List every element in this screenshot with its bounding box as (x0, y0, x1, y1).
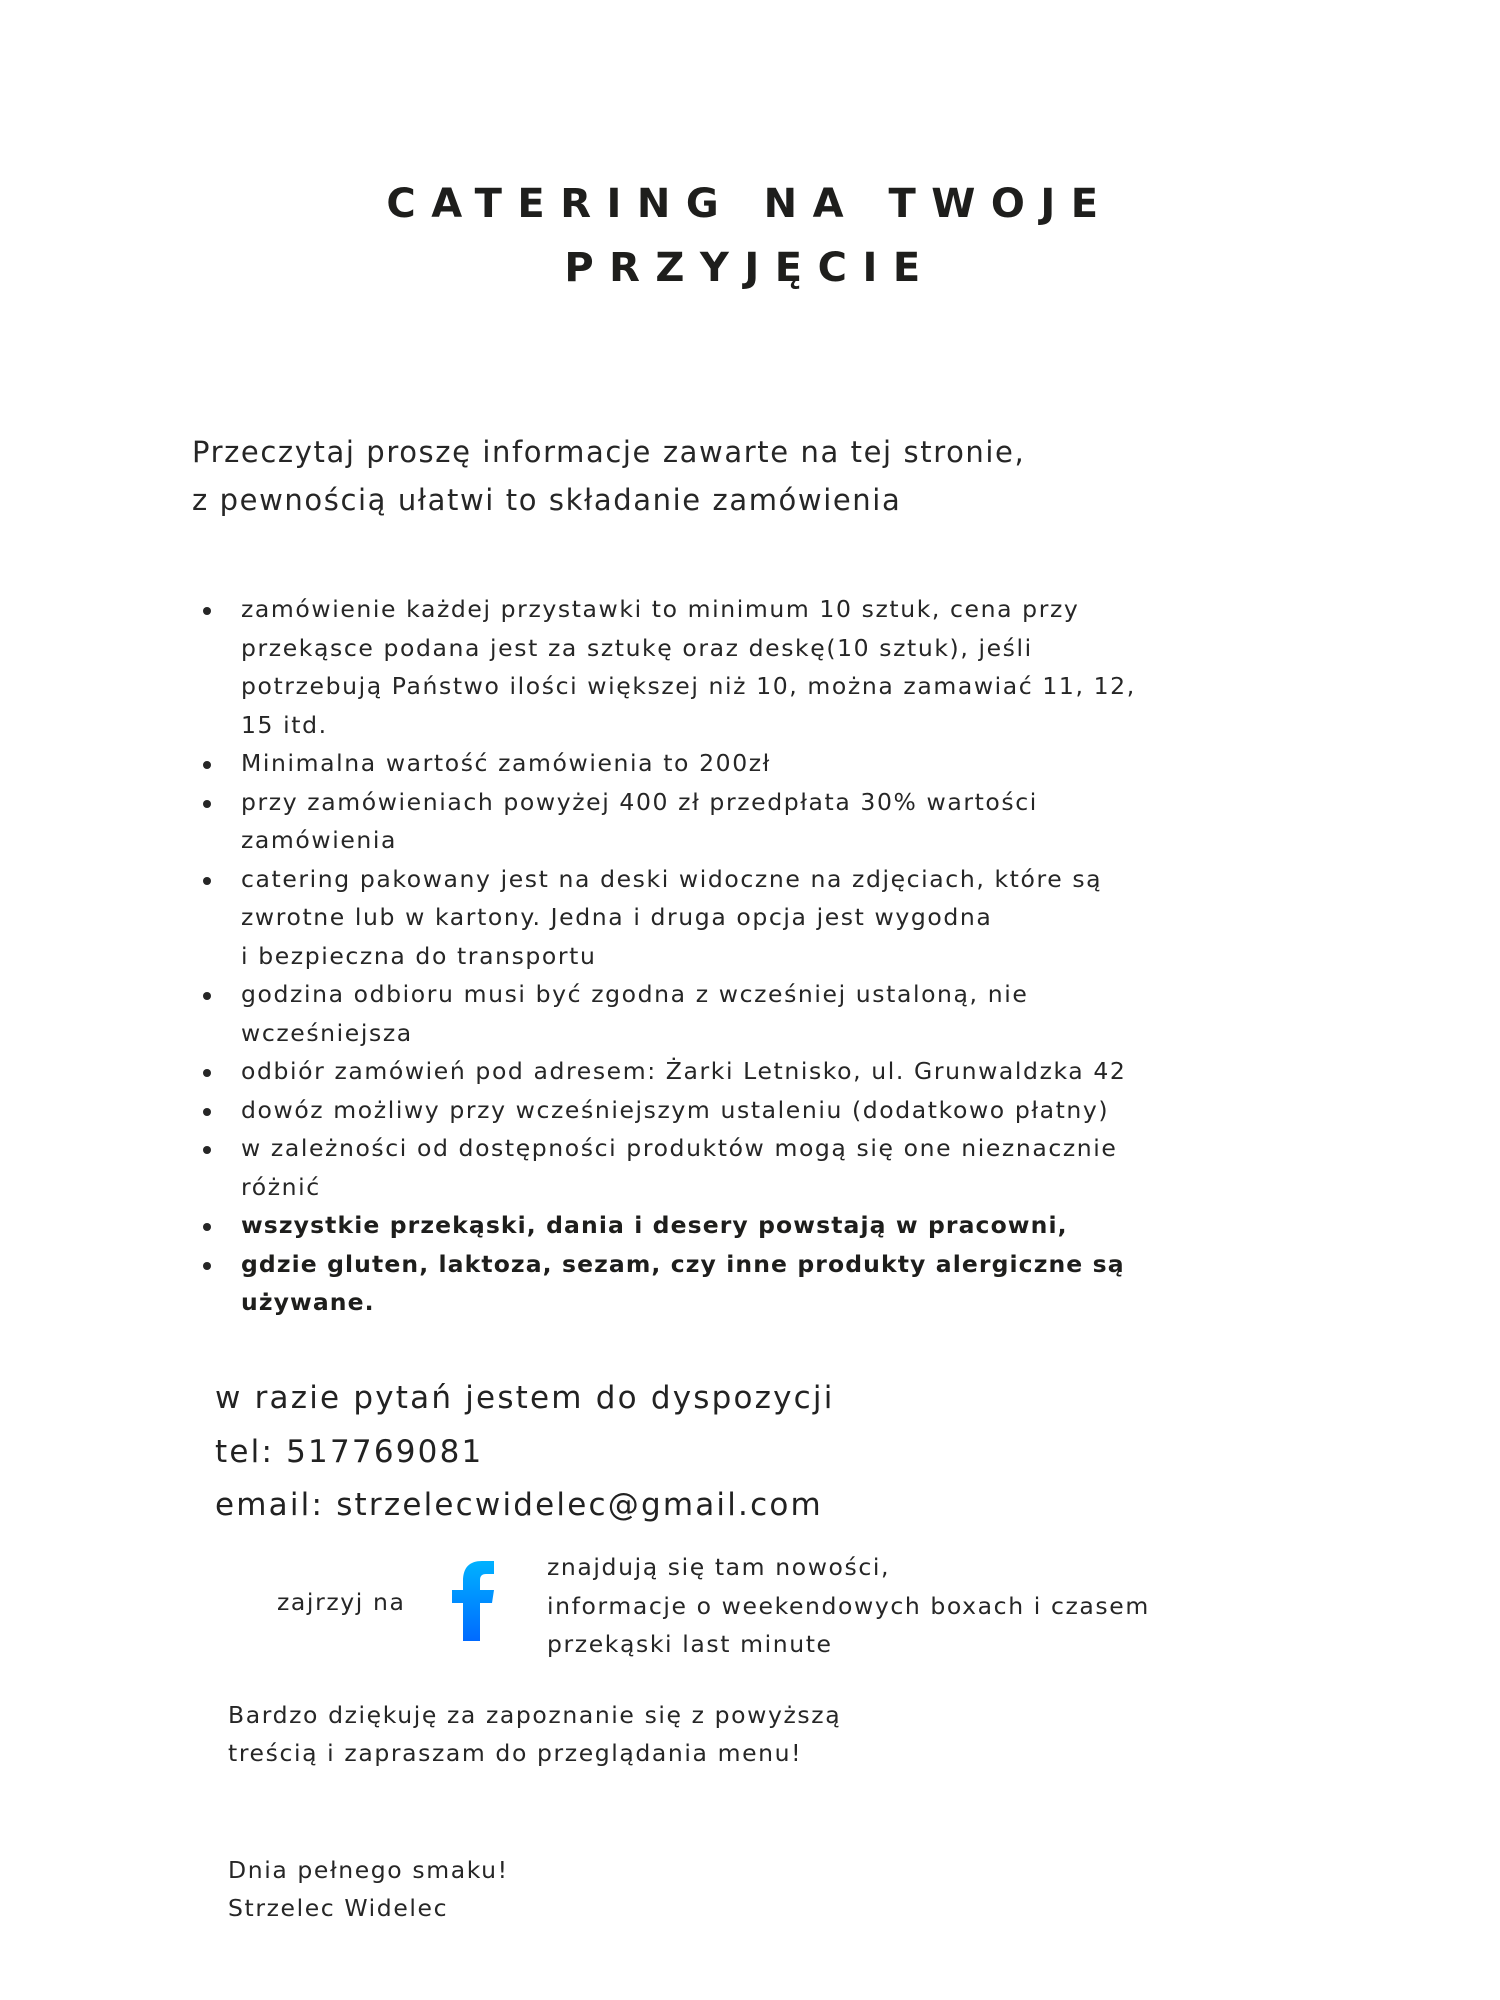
bullet-item-line: w zależności od dostępności produktów mogą się one nieznacznie (241, 1134, 1118, 1162)
contact-intro: w razie pytań jestem do dyspozycji (215, 1380, 835, 1416)
signature-greeting: Dnia pełnego smaku! (228, 1856, 509, 1884)
bullet-item-line: Minimalna wartość zamówienia to 200zł (241, 749, 771, 777)
bullet-dot-icon (203, 800, 211, 808)
facebook-text-line-1: znajdują się tam nowości, (547, 1553, 891, 1581)
intro-line-2: z pewnością ułatwi to składanie zamówienia (192, 483, 902, 517)
bullet-item-line: przy zamówieniach powyżej 400 zł przedpłata 30% wartości (241, 787, 1038, 816)
signature-name: Strzelec Widelec (228, 1894, 449, 1922)
bullet-item-line: zwrotne lub w kartony. Jedna i druga opcja jest wygodna (241, 903, 993, 931)
bullet-item-line: używane. (241, 1288, 375, 1316)
contact-phone[interactable]: tel: 517769081 (215, 1434, 484, 1470)
closing-line-2: treścią i zapraszam do przeglądania menu! (228, 1739, 803, 1767)
bullet-item-line: catering pakowany jest na deski widoczne na zdjęciach, które są (241, 864, 1103, 893)
facebook-text-line-2: informacje o weekendowych boxach i czasem (547, 1592, 1150, 1620)
bullet-dot-icon (203, 1262, 211, 1270)
bullet-item-line: przekąsce podana jest za sztukę oraz deskę(10 sztuk), jeśli (241, 633, 1033, 662)
bullet-dot-icon (203, 607, 211, 615)
bullet-item-line: 15 itd. (241, 710, 328, 739)
bullet-item-line: gdzie gluten, laktoza, sezam, czy inne produkty alergiczne są (241, 1249, 1125, 1278)
facebook-text-line-3: przekąski last minute (547, 1630, 833, 1658)
bullet-item-line: zamówienia (241, 826, 398, 854)
facebook-label: zajrzyj na (277, 1588, 406, 1616)
bullet-dot-icon (203, 1146, 211, 1154)
contact-email[interactable]: email: strzelecwidelec@gmail.com (215, 1487, 823, 1523)
bullet-item-line: potrzebują Państwo ilości większej niż 10, można zamawiać 11, 12, (241, 672, 1136, 700)
bullet-item-line: różnić (241, 1172, 321, 1201)
facebook-icon[interactable] (452, 1561, 494, 1641)
bullet-item-line: odbiór zamówień pod adresem: Żarki Letnisko, ul. Grunwaldzka 42 (241, 1057, 1127, 1085)
bullet-dot-icon (203, 761, 211, 769)
bullet-item-line: wcześniejsza (241, 1018, 413, 1047)
bullet-dot-icon (203, 1069, 211, 1077)
page-title-line-1: CATERING NA TWOJE (386, 180, 1114, 227)
bullet-dot-icon (203, 1223, 211, 1231)
bullet-dot-icon (203, 992, 211, 1000)
page-title-line-2: PRZYJĘCIE (564, 244, 936, 291)
intro-line-1: Przeczytaj proszę informacje zawarte na tej stronie, (192, 435, 1026, 469)
bullet-item-line: godzina odbioru musi być zgodna z wcześniej ustaloną, nie (241, 980, 1029, 1008)
bullet-dot-icon (203, 877, 211, 885)
closing-line-1: Bardzo dziękuję za zapoznanie się z powyższą (228, 1701, 842, 1729)
bullet-item-line: wszystkie przekąski, dania i desery powstają w pracowni, (241, 1211, 1068, 1239)
bullet-dot-icon (203, 1108, 211, 1116)
bullet-item-line: zamówienie każdej przystawki to minimum 10 sztuk, cena przy (241, 595, 1080, 623)
bullet-item-line: i bezpieczna do transportu (241, 941, 597, 970)
bullet-item-line: dowóz możliwy przy wcześniejszym ustaleniu (dodatkowo płatny) (241, 1095, 1110, 1124)
